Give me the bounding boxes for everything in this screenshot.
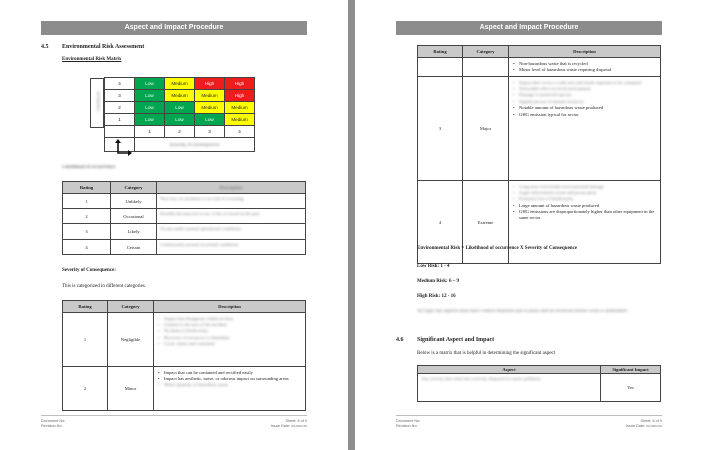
- matrix-corner: [105, 126, 135, 138]
- matrix-row-num: 4: [105, 78, 135, 90]
- list-item: • No harm to biodiversity: [157, 328, 302, 334]
- aspect-table: [417, 365, 661, 402]
- matrix-cell: High: [225, 78, 255, 90]
- rating-cell: 4: [418, 181, 463, 264]
- list-item: • Impact that covers a wide area and needs expertise to be contained: [512, 80, 657, 86]
- matrix-row: [105, 90, 255, 102]
- matrix-x-label: Severity of consequence: [169, 142, 220, 147]
- list-item: • Noticeable effect on local environment: [512, 86, 657, 92]
- description-cell: [154, 367, 306, 411]
- list-item: • Impact that can be contained and rectified easily: [157, 370, 302, 376]
- matrix-row-num: 1: [105, 114, 135, 126]
- list-item: • Long-term irreversible environmental damage: [512, 184, 657, 190]
- description-cell: [509, 58, 661, 77]
- page-left: [0, 0, 348, 450]
- matrix-cell: High: [195, 78, 225, 90]
- list-item: • GHG emission typical for sector: [512, 112, 657, 118]
- document-no: Document No:: [396, 419, 421, 423]
- list-item: • Damage to protected species: [512, 92, 657, 98]
- rating-cell: 2: [63, 367, 108, 411]
- col-header: Rating: [63, 182, 111, 194]
- list-item: • Recovery of resources is immediate: [157, 335, 302, 341]
- rating-cell: 1: [63, 313, 108, 367]
- matrix-col-num: 3: [195, 126, 225, 138]
- page-header: Aspect and Impact Procedure: [41, 21, 307, 35]
- table-row: [418, 374, 661, 402]
- significant-impact-cell: Yes: [601, 374, 661, 402]
- section-number: 4.6: [396, 337, 404, 343]
- section-intro: Below is a matrix that is helpful in determining the significant aspect: [417, 351, 556, 356]
- rating-cell: 3: [63, 224, 111, 240]
- medium-risk-range: Medium Risk: 6 – 9: [417, 279, 459, 284]
- list-item: • Minor level of hazardous waste requiring disposal: [512, 67, 657, 73]
- category-cell: Likely: [111, 224, 157, 240]
- description-cell: [509, 181, 661, 264]
- rating-cell: 2: [63, 209, 111, 224]
- matrix-cell: Low: [135, 78, 165, 90]
- matrix-y-axis-label: [90, 78, 104, 128]
- list-item: • Extensive loss of biodiversity: [512, 196, 657, 202]
- matrix-cell: High: [225, 90, 255, 102]
- page-right: [355, 0, 703, 450]
- footer-right: [626, 419, 662, 429]
- rating-cell: 1: [63, 194, 111, 209]
- category-cell: Unlikely: [111, 194, 157, 209]
- matrix-col-row: [105, 126, 255, 138]
- axis-arrow-icon: [104, 138, 134, 158]
- matrix-cell: Low: [165, 114, 195, 126]
- matrix-cell: Low: [135, 114, 165, 126]
- matrix-row: [105, 114, 255, 126]
- document-no: Document No:: [41, 419, 66, 423]
- section-title: Environmental Risk Assessment: [62, 44, 145, 50]
- col-header: Category: [111, 182, 157, 194]
- section-title: Significant Aspect and Impact: [417, 337, 495, 343]
- list-item: • GHG emissions are disproportionately higher than other equipment in the same sector: [512, 209, 657, 221]
- category-cell: Major: [463, 77, 509, 181]
- table-row: [63, 240, 306, 255]
- issue-date: Issue Date: xx-xxx-xx: [270, 424, 307, 428]
- col-header: Rating: [63, 301, 108, 313]
- table-row: [63, 367, 306, 411]
- list-item: • Impact that disappears within an hour: [157, 316, 302, 322]
- rating-cell: 3: [418, 77, 463, 181]
- rating-cell: 4: [63, 240, 111, 255]
- matrix-title: Environmental Risk Matrix: [62, 57, 122, 62]
- description-cell: Continuously present in normal conditions: [157, 240, 306, 255]
- risk-note-paragraph: All high risk aspects must have control measures put in place and be reviewed before work is undertaken: [417, 309, 628, 314]
- matrix-col-num: 4: [225, 126, 255, 138]
- matrix-row-num: 2: [105, 102, 135, 114]
- table-row: [63, 313, 306, 367]
- sheet-number: Sheet: 5 of 9: [285, 419, 307, 423]
- footer-right: [271, 419, 307, 429]
- description-cell: Possible but may not occur; it has occurred in the past: [157, 209, 306, 224]
- low-risk-range: Low Risk: 1 - 4: [417, 264, 450, 269]
- list-item: • Impact has aesthetic, noise, or odorous impact on surrounding areas: [157, 376, 302, 382]
- table-row: [418, 77, 661, 181]
- revision-no: Revision No:: [396, 424, 418, 428]
- table-row: [63, 209, 306, 224]
- matrix-cell: Medium: [225, 114, 255, 126]
- severity-intro: This is categorized in different categories.: [62, 284, 147, 289]
- revision-no: Revision No:: [41, 424, 63, 428]
- category-cell: Extreme: [463, 181, 509, 264]
- matrix-cell: Medium: [165, 78, 195, 90]
- col-header: Category: [463, 46, 509, 58]
- list-item: • Minor quantity of hazardous waste: [157, 382, 302, 388]
- likelihood-table: [62, 181, 306, 255]
- matrix-col-num: 2: [165, 126, 195, 138]
- description-cell: Very low, no incidents or no risk of occurring: [157, 194, 306, 209]
- matrix-col-num: 1: [135, 126, 165, 138]
- category-cell: Occasional: [111, 209, 157, 224]
- description-cell: Occurs under normal operational conditions: [157, 224, 306, 240]
- matrix-cell: Low: [165, 102, 195, 114]
- list-item: • Limited to the area of the incident: [157, 322, 302, 328]
- col-header: Aspect: [418, 366, 601, 374]
- list-item: • Large amount of hazardous waste produced: [512, 203, 657, 209]
- list-item: • Legal enforcement action and prosecution: [512, 190, 657, 196]
- matrix-row: [105, 78, 255, 90]
- severity-heading: Severity of Consequence:: [62, 268, 116, 273]
- list-item: • Significant use of natural resources: [512, 99, 657, 105]
- matrix-cell: Medium: [165, 90, 195, 102]
- col-header: Category: [108, 301, 154, 313]
- table-row: [418, 58, 661, 77]
- section-number: 4.5: [41, 44, 49, 50]
- matrix-cell: Low: [135, 90, 165, 102]
- rating-cell: [418, 58, 463, 77]
- col-header: Description: [157, 182, 306, 194]
- page-header: Aspect and Impact Procedure: [396, 21, 662, 35]
- footer-left: [396, 419, 420, 429]
- matrix-x-axis: [135, 138, 255, 152]
- description-cell: [154, 313, 306, 367]
- matrix-cell: Medium: [225, 102, 255, 114]
- risk-formula: Environmental Risk = Likelihood of occurrence X Severity of Consequence: [417, 246, 578, 251]
- matrix-cell: Low: [195, 114, 225, 126]
- col-header: Description: [154, 301, 306, 313]
- col-header: Description: [509, 46, 661, 58]
- likelihood-heading: Likelihood of occurrence: [62, 165, 116, 170]
- col-header: Significant Impact: [601, 366, 661, 374]
- category-cell: [463, 58, 509, 77]
- table-row: [418, 181, 661, 264]
- footer-divider: [41, 415, 307, 416]
- issue-date: Issue Date: xx-xxx-xx: [625, 424, 662, 428]
- description-cell: [509, 77, 661, 181]
- severity-table: [62, 300, 306, 411]
- matrix-y-label: Likelihood: [95, 91, 101, 112]
- category-cell: Minor: [108, 367, 154, 411]
- matrix-cell: Medium: [195, 102, 225, 114]
- col-header: Rating: [418, 46, 463, 58]
- matrix-row: [105, 102, 255, 114]
- aspect-cell: Any activity that when not correctly disposed of causes pollution: [418, 374, 601, 402]
- sheet-number: Sheet: 6 of 9: [640, 419, 662, 423]
- severity-table-continued: [417, 45, 661, 264]
- category-cell: Negligible: [108, 313, 154, 367]
- table-row: [63, 194, 306, 209]
- high-risk-range: High Risk: 12 - 16: [417, 294, 456, 299]
- list-item: • Notable amount of hazardous waste produced: [512, 105, 657, 111]
- category-cell: Certain: [111, 240, 157, 255]
- footer-divider: [396, 415, 662, 416]
- table-row: [63, 224, 306, 240]
- list-item: • Non-hazardous waste that is recycled: [512, 61, 657, 67]
- list-item: • Local, minor and contained: [157, 341, 302, 347]
- footer-left: [41, 419, 65, 429]
- matrix-cell: Low: [135, 102, 165, 114]
- matrix-row-num: 3: [105, 90, 135, 102]
- matrix-cell: Medium: [195, 90, 225, 102]
